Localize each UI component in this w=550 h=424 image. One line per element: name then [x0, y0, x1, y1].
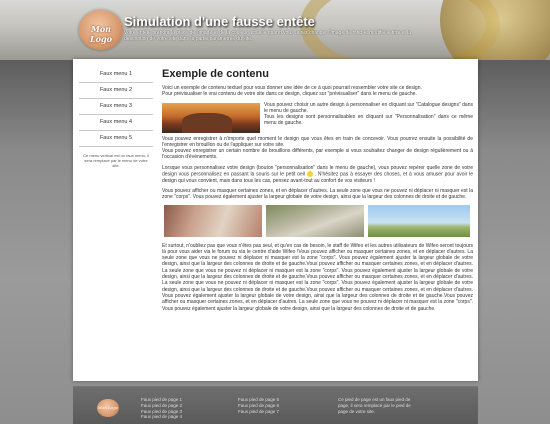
paragraph-customize-text: Lorsque vous personnalisez votre design (bouton "personnalisation" dans le menu de gauche), vous pouvez repérer quelle zone de votre design vous personnalisez en passant la souris sur le petit oeil [162, 164, 473, 178]
sidebar-item-faux-menu-2[interactable]: Faux menu 2 [79, 83, 153, 99]
site-title: Simulation d'une fausse entête [124, 14, 315, 29]
footer-column-1 [141, 397, 182, 420]
footer-link[interactable]: Faux pied de page 1 [141, 397, 183, 402]
desert-landscape-image [162, 103, 260, 133]
page-footer [73, 386, 478, 424]
people-photo [164, 205, 262, 237]
sidebar-item-faux-menu-1[interactable]: Faux menu 1 [79, 67, 153, 83]
footer-column-2 [238, 397, 279, 414]
paragraph-customize-tail: . N'hésitez pas à essayer des choses, et à vous amuser pour avoir le design qui vous convient, mais dans tous les cas, pensez avant-tout au confort de vos visiteurs ! [162, 171, 473, 184]
sidebar-item-faux-menu-3[interactable]: Faux menu 3 [79, 99, 153, 115]
logo-text: Mon Logo [90, 24, 112, 44]
footer-link[interactable]: Faux pied de page 4 [141, 414, 183, 420]
site-logo[interactable] [79, 10, 123, 50]
footer-link[interactable]: Faux pied de page 6 [238, 402, 280, 408]
saxophone-bell-decoration [440, 0, 550, 60]
sidebar-item-faux-menu-5[interactable]: Faux menu 5 [79, 131, 153, 147]
paragraph-support: Et surtout, n'oubliez pas que vous n'êtes pas seul, et qu'en cas de besoin, le staff de Wifeo et les autres utilisateurs de Wifeo seront toujours là pour vous aider via le forum ou via le centre d'aide Wifeo !Vous pouvez afficher ou masquer certaines zones, et en déplacer d'autres. La seule zone que vous ne pouvez ni déplacer ni masquer est la zone "corps". Vous pouvez également ajuster la largeur globale de votre design, ainsi que la largeur des colonnes de droite et de gauche.Vous pouvez afficher ou masquer certaines zones, et en déplacer d'autres. La seule zone que vous ne pouvez ni déplacer ni masquer est la zone "corps". Vous pouvez également ajuster la largeur globale de votre design, ainsi que la largeur des colonnes de droite et de gauche.Vous pouvez afficher ou masquer certaines zones, et en déplacer d'autres. La seule zone que vous ne pouvez ni déplacer ni masquer est la zone "corps". Vous pouvez également ajuster la largeur globale de votre design, ainsi que la largeur des colonnes de droite et de gauche.Vous pouvez afficher ou masquer certaines zones, et en déplacer d'autres. Vous pouvez également ajuster la largeur globale de votre design, ainsi que la largeur des colonnes de droite et de gauche.Vous pouvez afficher ou masquer certaines zones, et en déplacer d'autres. La seule zone que vous ne pouvez ni déplacer ni masquer est la zone "corps". Vous pouvez également ajuster la largeur globale de votre design, ainsi que la largeur des colonnes de droite et de gauche. [162, 242, 473, 312]
footer-link[interactable]: Faux pied de page 5 [238, 397, 280, 402]
sidebar-note: Ce menu vertical est un faux menu, il sera remplacé par le menu de votre site. [83, 153, 149, 168]
footer-logo[interactable] [97, 399, 119, 417]
paragraph-zones: Vous pouvez afficher ou masquer certaines zones, et en déplacer d'autres. La seule zone que vous ne pouvez ni déplacer ni masquer est la zone "corps". Vous pouvez également ajuster la largeur globale de votre design, ainsi que la largeur des colonnes de droite et de gauche. [162, 188, 473, 201]
footer-logo-text: Mon Logo [97, 405, 119, 410]
eye-icon [307, 171, 313, 177]
header-banner [0, 0, 550, 60]
paragraph-intro [162, 85, 473, 98]
footer-link[interactable]: Faux pied de page 2 [141, 402, 183, 408]
page-sheet [73, 59, 478, 381]
street-photo [266, 205, 364, 237]
footer-link[interactable]: Faux pied de page 3 [141, 408, 183, 414]
site-subtitle: Votre entête prendra la place de l'image et de la couleur actuelle quand vous aurez changer l'image de fond et modifié le titre et la description de votre site dans la partie paramètres du site. [124, 30, 412, 42]
footer-note: Ce pied de page est un faux pied de page, il sera remplacé par le pied de page de votre site. [338, 397, 411, 414]
paragraph-preview-text: Pour prévisualiser le vrai contenu de votre site dans ce design, cliquez sur "prévisualiser" dans le menu de gauche. [162, 91, 417, 98]
paragraph-drafts-text: Vous pouvez enregistrer un certain nombre de brouillons différents, par exemple si vous souhaitez changer de design régulièrement ou à l'occasion d'évènements. [162, 148, 473, 161]
paragraph-customize [162, 165, 473, 184]
photo-row [164, 205, 473, 237]
paragraph-save-text: Vous pouvez enregistrer à n'importe quel moment le design que vous êtes en train de concevoir. Vous pourrez ensuite la possibilité de l'enregistrer en brouillon ou de l'appliquer sur votre site. [162, 135, 473, 148]
sidebar-item-faux-menu-4[interactable]: Faux menu 4 [79, 115, 153, 131]
paragraph-catalogue-text: Vous pouvez choisir un autre design à personnaliser en cliquant sur "Catalogue designs" dans le menu de gauche. [264, 101, 473, 114]
field-photo [368, 205, 470, 237]
paragraph-save [162, 136, 473, 161]
footer-link[interactable]: Faux pied de page 7 [238, 408, 280, 414]
sidebar-menu [79, 67, 153, 168]
paragraph-personalisation-text: Tous les designs sont personnalisables en cliquant sur "Personnalisation" dans ce même menu de gauche. [264, 114, 473, 127]
paragraph-intro-text: Voici un exemple de contenu textuel pour vous donner une idée de ce à quoi pourrait ressembler votre site ce design. [162, 85, 422, 91]
page-title: Exemple de contenu [162, 68, 269, 80]
main-content [162, 67, 473, 379]
